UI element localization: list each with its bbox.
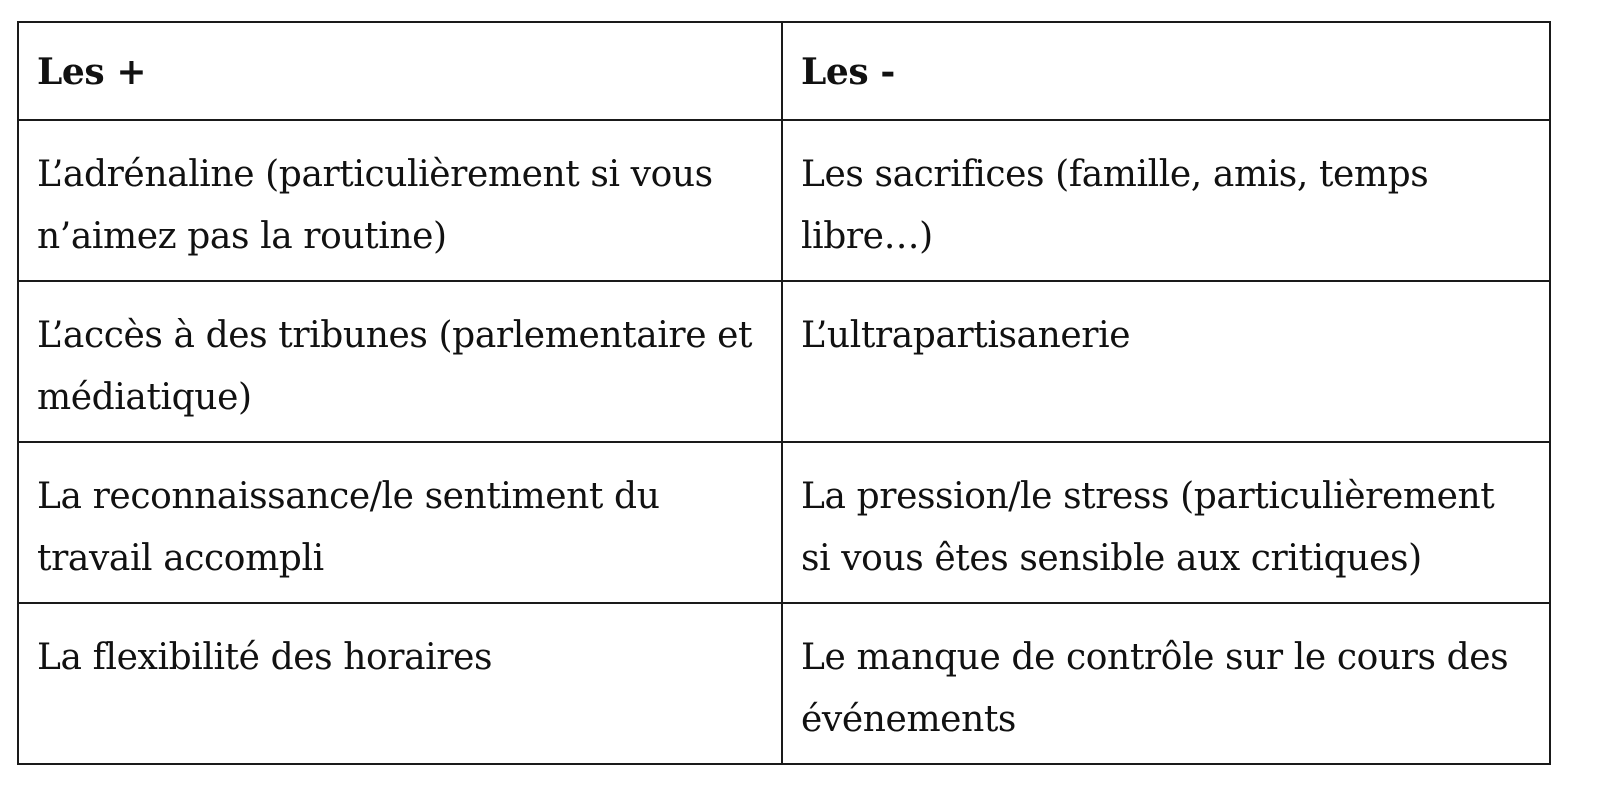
table-row xyxy=(18,120,1550,281)
table-row xyxy=(18,442,1550,603)
pros-cell: L’accès à des tribunes (parlementaire et médiatique) xyxy=(18,281,782,442)
cons-cell: La pression/le stress (particulièrement si vous êtes sensible aux critiques) xyxy=(782,442,1550,603)
header-pros: Les + xyxy=(18,22,782,120)
table-row xyxy=(18,603,1550,764)
cons-cell: Le manque de contrôle sur le cours des événements xyxy=(782,603,1550,764)
pros-cell: L’adrénaline (particulièrement si vous n’aimez pas la routine) xyxy=(18,120,782,281)
cons-cell: Les sacrifices (famille, amis, temps libre…) xyxy=(782,120,1550,281)
header-cons: Les - xyxy=(782,22,1550,120)
pros-cell: La reconnaissance/le sentiment du travail accompli xyxy=(18,442,782,603)
pros-cell: La flexibilité des horaires xyxy=(18,603,782,764)
pros-cons-table xyxy=(17,21,1551,765)
table-row xyxy=(18,281,1550,442)
cons-cell: L’ultrapartisanerie xyxy=(782,281,1550,442)
header-row xyxy=(18,22,1550,120)
